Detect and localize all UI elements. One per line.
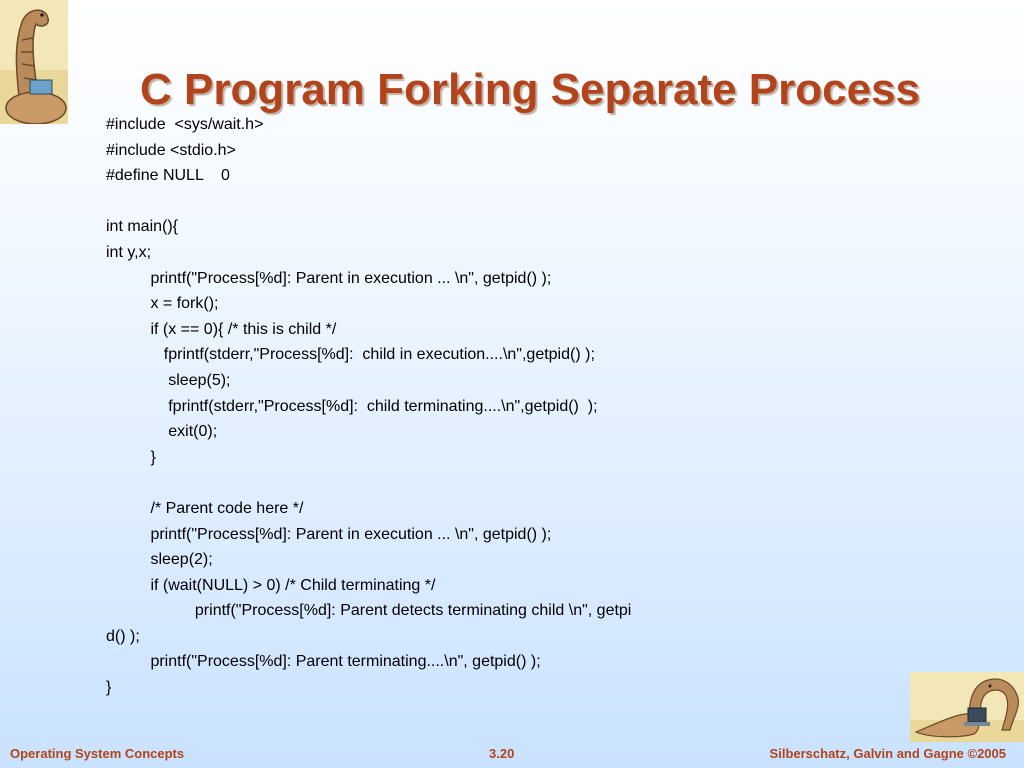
code-line: } <box>106 448 156 466</box>
code-line: } <box>106 679 112 697</box>
code-line: x = fork(); <box>106 295 219 313</box>
code-line: #include <stdio.h> <box>106 141 236 159</box>
code-line: if (wait(NULL) > 0) /* Child terminating */ <box>106 576 436 594</box>
code-line: d() ); <box>106 627 140 645</box>
code-block <box>106 112 986 701</box>
code-line: printf("Process[%d]: Parent detects terminating child \n", getpi <box>106 602 632 620</box>
code-line <box>106 189 986 215</box>
code-line: int y,x; <box>106 243 152 261</box>
code-line: sleep(2); <box>106 551 213 569</box>
footer-course-name: Operating System Concepts <box>10 746 185 761</box>
code-line: exit(0); <box>106 423 218 441</box>
code-line: #include <sys/wait.h> <box>106 116 264 133</box>
code-line: if (x == 0){ /* this is child */ <box>106 320 337 338</box>
code-line: fprintf(stderr,"Process[%d]: child terminating....\n",getpid() ); <box>106 397 598 415</box>
code-line: printf("Process[%d]: Parent in execution ... \n", getpid() ); <box>106 525 552 543</box>
footer-slide-number: 3.20 <box>489 746 515 761</box>
dinosaur-laptop-icon <box>910 672 1024 742</box>
code-line: #define NULL 0 <box>106 167 230 185</box>
code-line: printf("Process[%d]: Parent in execution ... \n", getpid() ); <box>106 269 552 287</box>
code-line: sleep(5); <box>106 371 231 389</box>
code-line <box>106 470 986 496</box>
code-line: /* Parent code here */ <box>106 499 304 517</box>
slide-title: C Program Forking Separate Process <box>139 65 921 115</box>
footer-copyright: Silberschatz, Galvin and Gagne ©2005 <box>769 746 1006 761</box>
code-line: fprintf(stderr,"Process[%d]: child in execution....\n",getpid() ); <box>106 346 595 364</box>
code-line: int main(){ <box>106 218 179 236</box>
code-line: printf("Process[%d]: Parent terminating....\n", getpid() ); <box>106 653 541 671</box>
